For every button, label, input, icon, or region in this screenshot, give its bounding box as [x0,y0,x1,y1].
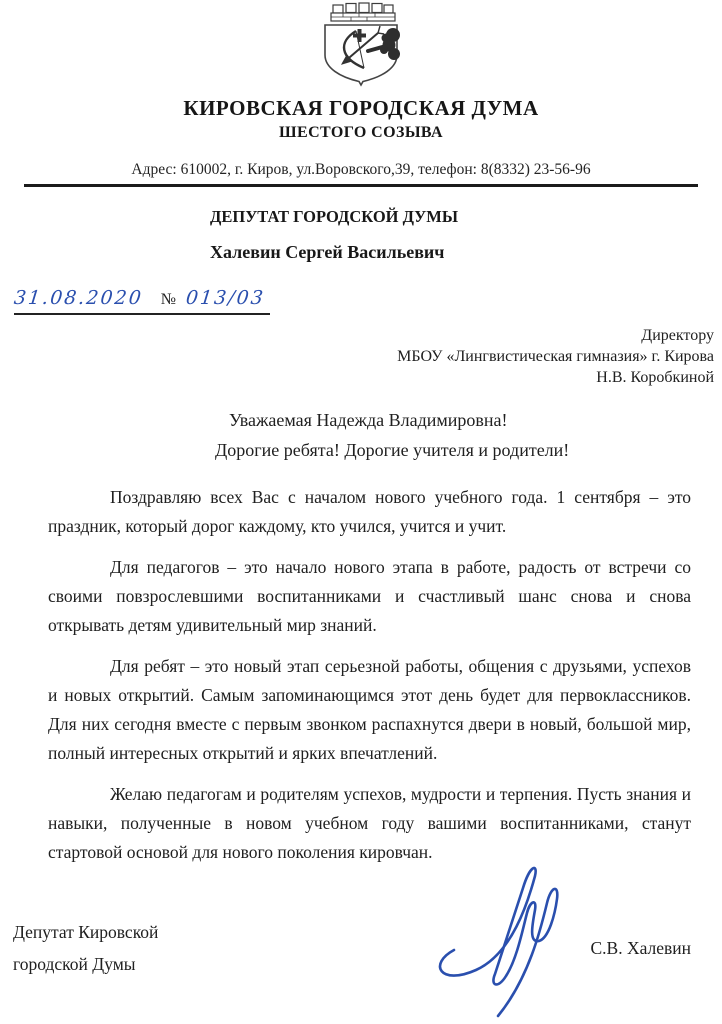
org-name: КИРОВСКАЯ ГОРОДСКАЯ ДУМА [183,96,539,120]
body-paragraph: Для ребят – это новый этап серьезной работы, общения с друзьями, успехов и новых открытий. Самым запоминающимся этот день будет для первоклассников. Для них сегодня вместе с первым звонком распахнутся двери в новый, большой мир, полный интересных открытий и ярких впечатлений. [48,656,691,763]
deputy-title: ДЕПУТАТ ГОРОДСКОЙ ДУМЫ [210,207,459,226]
recipient-person: Н.В. Коробкиной [596,369,714,386]
handwritten-date: 31.08.2020 [12,287,144,309]
reference-line [14,287,270,315]
recipient-block [0,325,714,388]
signer-position [13,916,158,980]
salutation-block [215,405,722,465]
body-paragraph: Поздравляю всех Вас с началом нового учебного года. 1 сентября – это праздник, который дорог каждому, кто учился, учится и учит. [48,487,691,536]
handwritten-signature-icon [432,858,592,1024]
letter-body [48,483,691,867]
signer-position-line-1: Депутат Кировской [13,922,159,942]
signer-name: С.В. Халевин [590,938,691,958]
signer-position-line-2: городской Думы [13,954,136,974]
deputy-name: Халевин Сергей Васильевич [210,242,445,262]
recipient-role: Директору [641,327,714,344]
handwritten-number: 013/03 [184,287,267,309]
address-line: Адрес: 610002, г. Киров, ул.Воровского,39, телефон: 8(8332) 23-56-96 [131,161,591,178]
mural-crown-icon [331,3,395,21]
body-paragraph: Желаю педагогам и родителям успехов, мудрости и терпения. Пусть знания и навыки, полученные в новом учебном году вашими воспитанниками, станут стартовой основой для нового поколения кировчан. [48,784,691,862]
salutation-line-2: Дорогие ребята! Дорогие учителя и родители! [215,440,570,460]
body-paragraph: Для педагогов – это начало нового этапа в работе, радость от встречи со своими повзрослевшими воспитанниками и счастливый шанс снова и снова открывать детям удивительный мир знаний. [48,557,691,635]
number-sign: № [160,291,177,308]
deputy-block [210,207,722,263]
kirov-coat-of-arms-icon [318,0,404,93]
salutation-line-1: Уважаемая Надежда Владимировна! [229,410,508,430]
header-rule [24,184,698,187]
recipient-org: МБОУ «Лингвистическая гимназия» г. Кирова [397,348,714,365]
convocation-line: ШЕСТОГО СОЗЫВА [279,124,443,141]
